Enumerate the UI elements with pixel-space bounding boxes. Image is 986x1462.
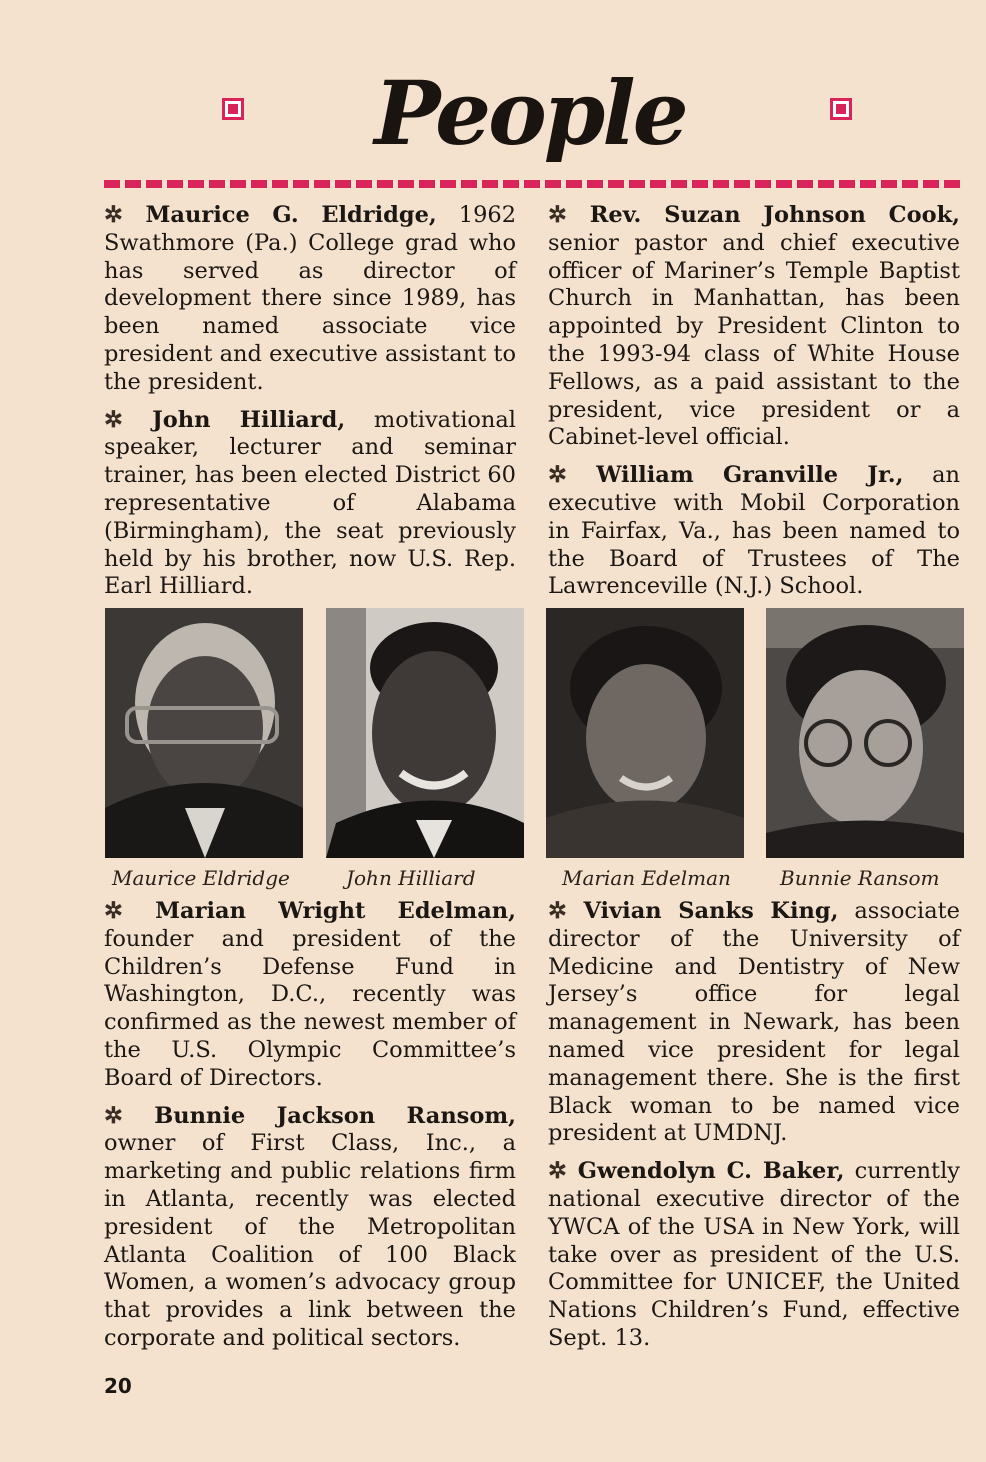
asterisk-icon: ✲ [104, 898, 156, 924]
asterisk-icon: ✲ [104, 406, 153, 433]
person-name: John Hilliard, [152, 406, 346, 433]
news-item [104, 407, 516, 602]
news-item [104, 202, 516, 397]
column-right-top [548, 202, 960, 611]
page-number: 20 [104, 1374, 132, 1398]
person-name: Vivian Sanks King, [583, 898, 839, 924]
news-item [548, 462, 960, 601]
bullet-square-icon [222, 98, 244, 120]
column-right-bottom [548, 898, 960, 1363]
portrait-photo-bunnie-ransom [766, 608, 964, 858]
column-left-bottom [104, 898, 516, 1363]
portrait-photo-john-hilliard [326, 608, 524, 858]
news-item [104, 898, 516, 1093]
section-title: People [374, 61, 686, 165]
portrait-photo-marian-edelman [546, 608, 744, 858]
photo-caption: Maurice Eldridge [112, 866, 290, 890]
asterisk-icon: ✲ [548, 462, 597, 489]
asterisk-icon: ✲ [548, 898, 584, 924]
news-item [548, 1158, 960, 1353]
item-text: associate director of the University of Medicine and Dentistry of New Jersey’s office for legal management in Newark, has been named vice president for legal management there. She is the first Black woman to be named vice president at UMDNJ. [548, 898, 961, 1147]
photo-caption: Marian Edelman [562, 866, 731, 890]
item-text: 1962 Swathmore (Pa.) College grad who has served as director of development there since 1989, has been named associate vice president and executive assistant to the president. [104, 202, 517, 395]
item-text: currently national executive director of the YWCA of the USA in New York, will take over as president of the U.S. Committee for UNICEF, the United Nations Children’s Fund, effective Sept. 13. [548, 1158, 960, 1351]
section-header [0, 58, 986, 168]
item-text: an executive with Mobil Corporation in Fairfax, Va., has been named to the Board of Trustees of The Lawrenceville (N.J.) School. [548, 462, 960, 600]
bullet-square-icon [830, 98, 852, 120]
asterisk-icon: ✲ [104, 1102, 155, 1129]
person-name: Marian Wright Edelman, [155, 898, 516, 924]
portrait-photo-maurice-eldridge [105, 608, 303, 858]
person-name: Gwendolyn C. Baker, [577, 1158, 845, 1185]
person-name: Maurice G. Eldridge, [145, 202, 437, 228]
asterisk-icon: ✲ [548, 1158, 578, 1185]
asterisk-icon: ✲ [548, 202, 590, 228]
item-text: owner of First Class, Inc., a marketing and public relations firm in Atlanta, recently was elected president of the Metropolitan Atlanta Coalition of 100 Black Women, a women’s advocacy group that provides a link between the corporate and political sectors. [104, 1130, 516, 1351]
person-name: Rev. Suzan Johnson Cook, [589, 202, 961, 228]
item-text: motivational speaker, lecturer and seminar trainer, has been elected District 60 representative of Alabama (Birmingham), the seat previously held by his brother, now U.S. Rep. Earl Hilliard. [104, 406, 516, 600]
person-name: Bunnie Jackson Ransom, [154, 1102, 517, 1129]
photo-caption: Bunnie Ransom [780, 866, 940, 890]
item-text: senior pastor and chief executive officer of Mariner’s Temple Baptist Church in Manhattan, has been appointed by President Clinton to the 1993-94 class of White House Fellows, as a paid assistant to the president, vice president or a Cabinet-level official. [548, 229, 960, 451]
asterisk-icon: ✲ [104, 202, 146, 228]
news-item [104, 1103, 516, 1353]
news-item [548, 898, 960, 1148]
news-item [548, 202, 960, 452]
item-text: founder and president of the Children’s Defense Fund in Washington, D.C., recently was confirmed as the newest member of the U.S. Olympic Committee’s Board of Directors. [104, 925, 516, 1091]
photo-caption: John Hilliard [346, 866, 476, 890]
column-left-top [104, 202, 516, 611]
person-name: William Granville Jr., [596, 462, 904, 489]
dashed-divider [104, 180, 960, 188]
